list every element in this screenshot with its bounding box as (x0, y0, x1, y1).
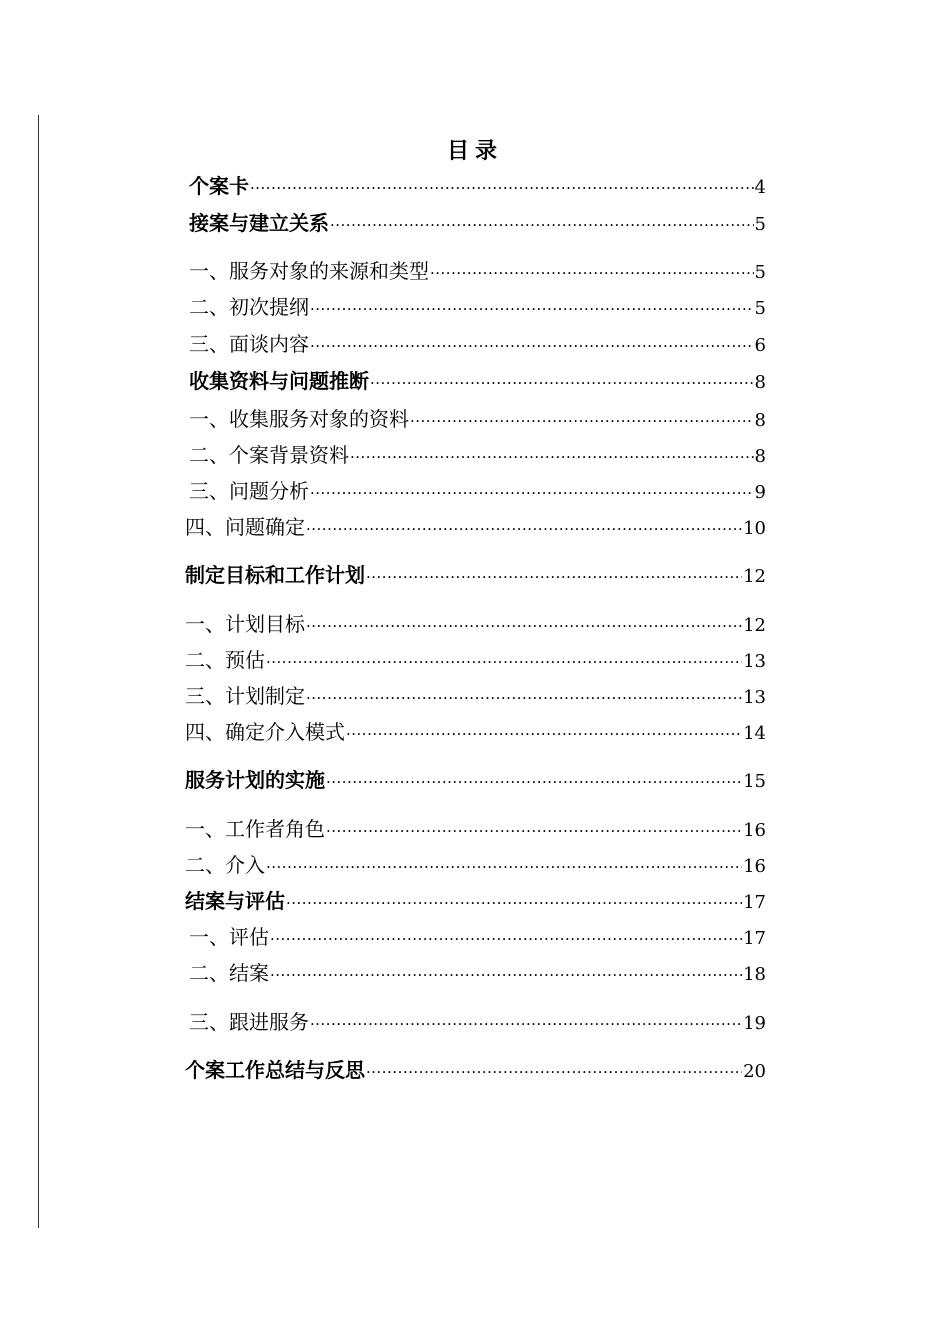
toc-entry-page: 17 (743, 892, 766, 913)
toc-entry[interactable] (185, 851, 766, 879)
toc-entry-label: 个案卡 (189, 174, 249, 198)
toc-entry[interactable] (189, 209, 766, 237)
toc-entry-label: 一、服务对象的来源和类型 (189, 259, 429, 283)
toc-entry-label: 一、计划目标 (185, 612, 305, 636)
toc-entry-label: 四、确定介入模式 (185, 720, 345, 744)
dot-leader (266, 853, 742, 879)
toc-entry-page: 12 (743, 615, 766, 636)
dot-leader (370, 369, 754, 395)
toc-entry-page: 16 (743, 820, 766, 841)
dot-leader (270, 925, 742, 951)
toc-entry[interactable] (185, 1056, 766, 1084)
toc-entry[interactable] (189, 330, 766, 358)
dot-leader (266, 648, 742, 674)
toc-entry-page: 5 (754, 262, 766, 283)
toc-entry-label: 个案工作总结与反思 (185, 1058, 365, 1082)
dot-leader (306, 515, 742, 541)
toc-entry-label: 二、预估 (185, 648, 265, 672)
toc-entry-page: 5 (754, 298, 766, 319)
toc-entry[interactable] (185, 887, 766, 915)
dot-leader (350, 443, 754, 469)
dot-leader (410, 407, 754, 433)
dot-leader (326, 768, 742, 794)
toc-entry-label: 二、个案背景资料 (189, 443, 349, 467)
toc-entry[interactable] (185, 513, 766, 541)
page-margin-line (38, 115, 39, 1228)
toc-entry-page: 13 (743, 687, 766, 708)
toc-entry-label: 一、工作者角色 (185, 817, 325, 841)
toc-entry-page: 19 (743, 1013, 766, 1034)
toc-entry-page: 6 (754, 335, 766, 356)
toc-entry-label: 一、评估 (189, 925, 269, 949)
toc-entry[interactable] (185, 766, 766, 794)
toc-entry[interactable] (189, 959, 766, 987)
dot-leader (310, 332, 754, 358)
toc-entry-page: 12 (743, 566, 766, 587)
toc-entry-page: 14 (743, 723, 766, 744)
toc-entry-page: 5 (754, 214, 766, 235)
toc-entry-label: 结案与评估 (185, 889, 285, 913)
toc-entry-page: 17 (743, 928, 766, 949)
dot-leader (366, 563, 742, 589)
dot-leader (310, 479, 754, 505)
toc-entry[interactable] (189, 441, 766, 469)
toc-entry-page: 8 (754, 372, 766, 393)
toc-entry-page: 15 (743, 771, 766, 792)
toc-entry-label: 收集资料与问题推断 (189, 369, 369, 393)
dot-leader (250, 174, 754, 200)
toc-entry-label: 制定目标和工作计划 (185, 563, 365, 587)
dot-leader (286, 889, 742, 915)
toc-entry-label: 三、面谈内容 (189, 332, 309, 356)
toc-entry-label: 服务计划的实施 (185, 768, 325, 792)
dot-leader (366, 1058, 742, 1084)
toc-entry-page: 20 (743, 1061, 766, 1082)
dot-leader (310, 295, 754, 321)
dot-leader (306, 612, 742, 638)
dot-leader (330, 211, 754, 237)
dot-leader (346, 720, 742, 746)
dot-leader (306, 684, 742, 710)
toc-entry[interactable] (185, 561, 766, 589)
toc-entry-label: 二、介入 (185, 853, 265, 877)
toc-entry-page: 8 (754, 410, 766, 431)
toc-entry-label: 三、计划制定 (185, 684, 305, 708)
toc-entry[interactable] (185, 718, 766, 746)
toc-entry[interactable] (185, 682, 766, 710)
toc-entry[interactable] (189, 405, 766, 433)
toc-entry-page: 4 (754, 177, 766, 198)
dot-leader (430, 259, 754, 285)
toc-entry[interactable] (185, 815, 766, 843)
toc-entry[interactable] (189, 367, 766, 395)
toc-entry-label: 三、跟进服务 (189, 1010, 309, 1034)
toc-entry-page: 10 (743, 518, 766, 539)
toc-entry[interactable] (189, 477, 766, 505)
toc-entry-label: 接案与建立关系 (189, 211, 329, 235)
toc-entry-label: 三、问题分析 (189, 479, 309, 503)
toc-entry-label: 一、收集服务对象的资料 (189, 407, 409, 431)
dot-leader (326, 817, 742, 843)
toc-entry-page: 16 (743, 856, 766, 877)
toc-entry[interactable] (189, 923, 766, 951)
toc-entry[interactable] (185, 610, 766, 638)
toc-entry[interactable] (189, 1008, 766, 1036)
toc-title: 目录 (446, 139, 503, 164)
toc-entry-label: 二、结案 (189, 961, 269, 985)
toc-entry-label: 四、问题确定 (185, 515, 305, 539)
dot-leader (270, 961, 742, 987)
toc-entry[interactable] (185, 646, 766, 674)
toc-entry[interactable] (189, 172, 766, 200)
dot-leader (310, 1010, 742, 1036)
toc-entry[interactable] (189, 257, 766, 285)
toc-entry-page: 18 (743, 964, 766, 985)
toc-entry-label: 二、初次提纲 (189, 295, 309, 319)
toc-entry-page: 8 (754, 446, 766, 467)
toc-entry-page: 13 (743, 651, 766, 672)
toc-entry[interactable] (189, 293, 766, 321)
toc-entry-page: 9 (754, 482, 766, 503)
